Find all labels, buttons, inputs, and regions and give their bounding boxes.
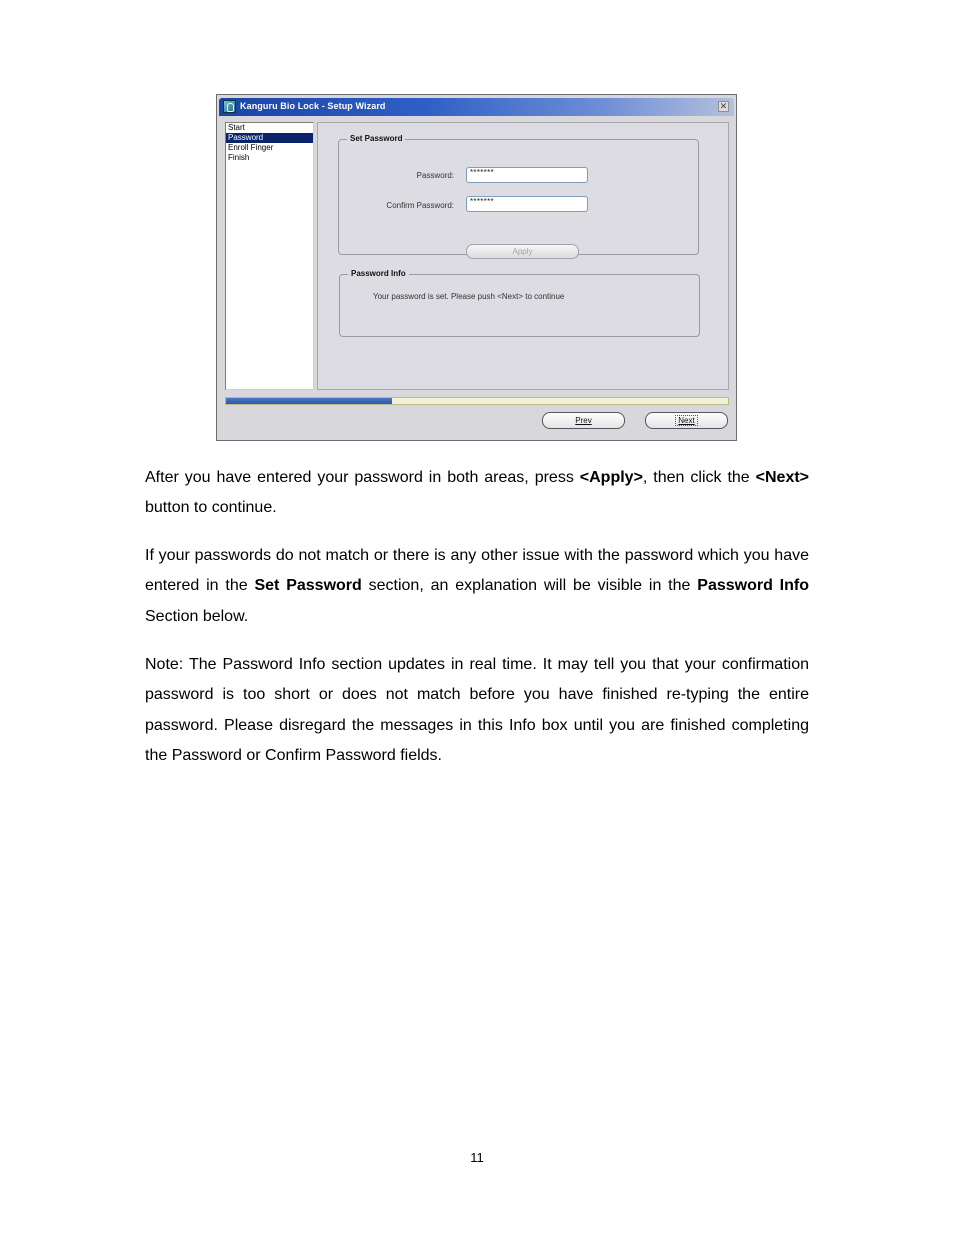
password-label: Password:: [416, 171, 454, 180]
password-info-group: [339, 269, 700, 337]
progress-fill: [226, 398, 392, 404]
apply-button[interactable]: Apply: [466, 244, 579, 259]
fingerprint-app-icon: [223, 100, 236, 113]
p2-text-1: If your passwords do not match or there is any other issue with the password which you have entered in the: [145, 547, 809, 595]
password-input[interactable]: *******: [466, 167, 588, 183]
p2-text-2: section, an explanation will be visible in the: [361, 577, 698, 595]
wizard-main-panel: [317, 122, 729, 390]
close-icon[interactable]: ✕: [719, 101, 728, 111]
wizard-steps-list: [225, 122, 314, 390]
p2-text-3: Section below.: [145, 607, 249, 625]
window-titlebar: [219, 98, 734, 116]
paragraph-note: Note: The Password Info section updates in real time. It may tell you that your confirmation password is too short or does not match before you have finished re-typing the entire password. Please disregard the messages in this Info box until you are finished completing the Password or Confirm Password fields.: [145, 656, 809, 764]
paragraph-mismatch: [145, 541, 809, 632]
step-finish[interactable]: Finish: [228, 153, 250, 162]
wizard-progress-bar: [225, 397, 729, 405]
prev-button-label: Prev: [575, 416, 592, 425]
p2-set-password-bold: Set Password: [254, 577, 362, 595]
password-info-message: Your password is set. Please push <Next> to continue: [373, 292, 565, 301]
wizard-screenshot: [216, 94, 737, 441]
paragraph-apply-next: [145, 463, 809, 524]
set-password-title: Set Password: [347, 134, 405, 143]
window-title: Kanguru Bio Lock - Setup Wizard: [240, 101, 386, 111]
step-password[interactable]: Password: [226, 133, 313, 143]
p1-text-1: After you have entered your password in both areas, press: [145, 469, 580, 486]
next-button[interactable]: [645, 412, 728, 429]
page-number: 11: [470, 1150, 484, 1165]
p1-text-3: button to continue.: [145, 499, 277, 517]
set-password-group: [338, 134, 699, 255]
prev-button[interactable]: [542, 412, 625, 429]
p1-next-bold: <Next>: [755, 469, 810, 486]
confirm-password-label: Confirm Password:: [386, 201, 454, 210]
p1-apply-bold: <Apply>: [579, 469, 643, 486]
p1-text-2: , then click the: [642, 469, 756, 486]
step-enroll-finger[interactable]: Enroll Finger: [228, 143, 274, 152]
next-button-label: Next: [675, 415, 697, 426]
password-info-title: Password Info: [348, 269, 409, 278]
confirm-password-input[interactable]: *******: [466, 196, 588, 212]
step-start[interactable]: Start: [228, 123, 245, 132]
p2-password-info-bold: Password Info: [697, 577, 810, 595]
